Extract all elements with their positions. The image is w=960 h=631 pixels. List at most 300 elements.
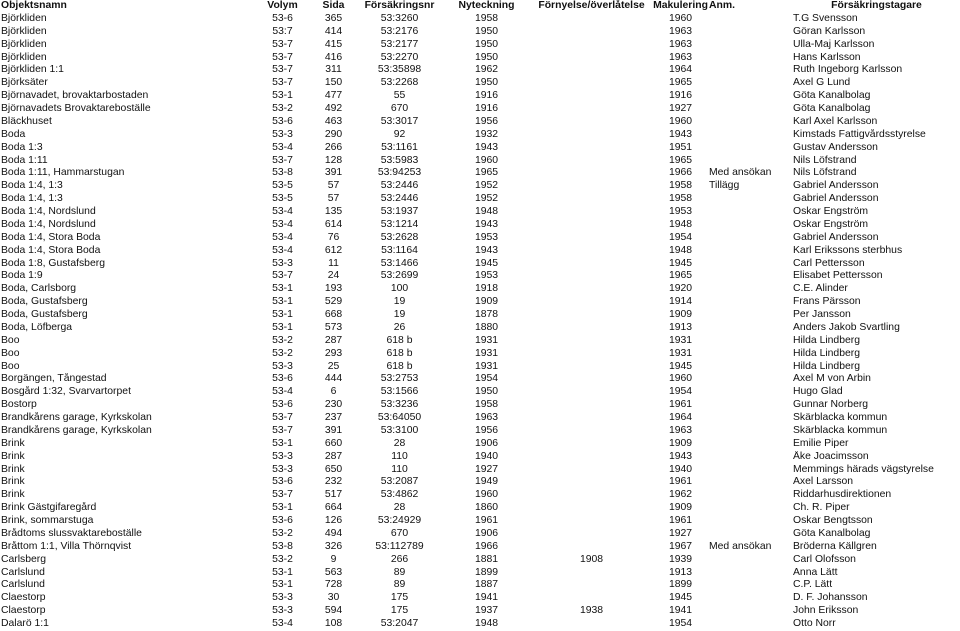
cell-forsakringstagare: Memmings härads vägstyrelse xyxy=(793,463,934,475)
cell-anm xyxy=(708,386,792,399)
cell-forsakringstagare: Göta Kanalbolag xyxy=(793,103,871,114)
cell-makulering: 1961 xyxy=(668,399,693,411)
cell-sida: 290 xyxy=(324,128,343,140)
col-header-objektsnamn: Objektsnamn xyxy=(1,0,67,11)
cell-forsakringsnr: 53:112789 xyxy=(375,540,424,552)
cell-fornyelse xyxy=(530,309,652,322)
cell-forsakringstagare: Elisabet Pettersson xyxy=(793,270,883,282)
cell-volym: 53-5 xyxy=(272,180,293,192)
cell-nyteckning: 1945 xyxy=(474,257,499,269)
cell-nyteckning: 1931 xyxy=(474,347,499,359)
cell-anm: Tillägg xyxy=(709,180,740,192)
cell-forsakringsnr: 53:94253 xyxy=(377,167,422,179)
cell-objektsnamn: Boda 1:11, Hammarstugan xyxy=(1,167,125,179)
col-header-makulering: Makulering xyxy=(653,0,708,11)
cell-nyteckning: 1960 xyxy=(474,154,499,166)
cell-sida: 57 xyxy=(327,193,340,205)
cell-volym: 53-7 xyxy=(272,38,293,50)
cell-makulering: 1899 xyxy=(668,579,693,591)
cell-objektsnamn: Boda 1:4, Stora Boda xyxy=(1,244,101,256)
cell-makulering: 1940 xyxy=(668,463,693,475)
cell-makulering: 1961 xyxy=(668,515,693,526)
cell-nyteckning: 1916 xyxy=(474,90,499,102)
table-row xyxy=(0,64,960,77)
cell-sida: 463 xyxy=(324,115,343,127)
table-row xyxy=(0,90,960,103)
cell-sida: 477 xyxy=(324,90,343,102)
cell-fornyelse: 1908 xyxy=(579,553,604,565)
cell-nyteckning: 1963 xyxy=(474,412,499,423)
cell-fornyelse xyxy=(530,39,652,52)
cell-forsakringsnr: 618 b xyxy=(386,334,413,346)
cell-fornyelse xyxy=(530,26,652,39)
cell-forsakringsnr: 53:35898 xyxy=(377,64,422,76)
table-row xyxy=(0,322,960,335)
cell-objektsnamn: Boda, Gustafsberg xyxy=(1,309,88,320)
cell-anm xyxy=(708,451,792,464)
cell-anm xyxy=(708,528,792,541)
cell-nyteckning: 1953 xyxy=(474,270,499,282)
cell-makulering: 1909 xyxy=(668,309,693,320)
cell-objektsnamn: Boda 1:3 xyxy=(1,141,43,153)
cell-volym: 53:7 xyxy=(272,25,293,37)
cell-anm xyxy=(708,142,792,155)
table-row xyxy=(0,605,960,618)
cell-nyteckning: 1916 xyxy=(474,103,499,114)
table-row xyxy=(0,579,960,592)
cell-forsakringstagare: Nils Löfstrand xyxy=(793,154,857,166)
cell-sida: 108 xyxy=(324,618,343,629)
table-row xyxy=(0,502,960,515)
cell-anm: Med ansökan xyxy=(709,540,772,552)
cell-volym: 53-3 xyxy=(272,128,293,140)
table-row xyxy=(0,567,960,580)
cell-fornyelse xyxy=(530,361,652,374)
cell-objektsnamn: Brink xyxy=(1,437,25,449)
cell-fornyelse xyxy=(530,142,652,155)
cell-forsakringstagare: Oskar Engström xyxy=(793,206,869,217)
cell-sida: 660 xyxy=(324,437,343,449)
cell-objektsnamn: Bosgård 1:32, Svarvartorpet xyxy=(1,386,131,398)
cell-makulering: 1960 xyxy=(668,12,693,24)
cell-objektsnamn: Claestorp xyxy=(1,592,46,604)
table-row xyxy=(0,554,960,567)
cell-fornyelse xyxy=(530,348,652,361)
cell-makulering: 1965 xyxy=(668,77,693,89)
cell-forsakringstagare: Emilie Piper xyxy=(793,437,849,449)
cell-forsakringsnr: 53:3260 xyxy=(380,12,419,24)
cell-nyteckning: 1880 xyxy=(474,321,499,333)
cell-sida: 9 xyxy=(330,553,337,565)
cell-anm xyxy=(708,309,792,322)
cell-forsakringstagare: Anna Lätt xyxy=(793,566,838,578)
cell-fornyelse xyxy=(530,438,652,451)
cell-sida: 414 xyxy=(324,25,343,37)
cell-makulering: 1964 xyxy=(668,64,693,76)
cell-anm xyxy=(708,348,792,361)
cell-makulering: 1965 xyxy=(668,154,693,166)
cell-forsakringsnr: 175 xyxy=(390,605,409,617)
cell-sida: 232 xyxy=(324,476,343,488)
cell-objektsnamn: Boda 1:4, 1:3 xyxy=(1,193,63,205)
cell-forsakringstagare: Frans Pärsson xyxy=(793,296,861,308)
cell-makulering: 1948 xyxy=(668,244,693,256)
table-row xyxy=(0,361,960,374)
cell-makulering: 1913 xyxy=(668,321,693,333)
cell-anm: Med ansökan xyxy=(709,167,772,179)
cell-forsakringstagare: Axel Larsson xyxy=(793,476,854,488)
cell-nyteckning: 1948 xyxy=(474,206,499,217)
cell-anm xyxy=(708,399,792,412)
cell-objektsnamn: Boo xyxy=(1,347,20,359)
cell-fornyelse xyxy=(530,193,652,206)
cell-forsakringstagare: Otto Norr xyxy=(793,618,836,629)
cell-objektsnamn: Boo xyxy=(1,334,20,346)
cell-fornyelse xyxy=(530,386,652,399)
cell-anm xyxy=(708,283,792,296)
cell-forsakringstagare: Riddarhusdirektionen xyxy=(793,489,892,501)
cell-sida: 650 xyxy=(324,463,343,475)
cell-volym: 53-6 xyxy=(272,115,293,127)
cell-anm xyxy=(708,335,792,348)
cell-fornyelse xyxy=(530,618,652,631)
cell-volym: 53-4 xyxy=(272,141,293,153)
cell-volym: 53-4 xyxy=(272,386,293,398)
cell-fornyelse xyxy=(530,322,652,335)
cell-anm xyxy=(708,592,792,605)
cell-makulering: 1909 xyxy=(668,502,693,514)
cell-nyteckning: 1918 xyxy=(474,283,499,295)
cell-forsakringstagare: Hilda Lindberg xyxy=(793,334,861,346)
cell-objektsnamn: Bostorp xyxy=(1,399,37,411)
cell-nyteckning: 1906 xyxy=(474,527,499,539)
cell-objektsnamn: Brandkårens garage, Kyrkskolan xyxy=(1,412,152,423)
cell-fornyelse xyxy=(530,541,652,554)
table-row xyxy=(0,296,960,309)
cell-forsakringsnr: 53:3236 xyxy=(380,399,419,411)
cell-forsakringsnr: 89 xyxy=(393,566,406,578)
cell-sida: 494 xyxy=(324,527,343,539)
cell-anm xyxy=(708,77,792,90)
table-row xyxy=(0,348,960,361)
cell-volym: 53-1 xyxy=(272,437,293,449)
cell-anm xyxy=(708,373,792,386)
cell-sida: 11 xyxy=(328,257,339,269)
cell-forsakringstagare: Anders Jakob Svartling xyxy=(793,321,900,333)
cell-forsakringstagare: Hugo Glad xyxy=(793,386,843,398)
cell-sida: 128 xyxy=(324,154,343,166)
cell-forsakringstagare: Ulla-Maj Karlsson xyxy=(793,38,875,50)
cell-fornyelse xyxy=(530,567,652,580)
cell-forsakringsnr: 28 xyxy=(393,502,406,514)
col-header-forsakringstagare: Försäkringstagare xyxy=(831,0,922,11)
cell-volym: 53-3 xyxy=(272,450,293,462)
cell-anm xyxy=(708,193,792,206)
cell-sida: 230 xyxy=(324,399,343,411)
cell-anm xyxy=(708,206,792,219)
cell-makulering: 1927 xyxy=(668,103,693,114)
table-row xyxy=(0,438,960,451)
cell-fornyelse xyxy=(530,283,652,296)
table-row xyxy=(0,489,960,502)
cell-nyteckning: 1931 xyxy=(474,360,499,372)
cell-makulering: 1913 xyxy=(668,566,693,578)
table-row xyxy=(0,219,960,232)
cell-makulering: 1951 xyxy=(668,141,693,153)
cell-objektsnamn: Björkliden xyxy=(1,12,47,24)
table-row xyxy=(0,39,960,52)
table-row xyxy=(0,258,960,271)
cell-nyteckning: 1958 xyxy=(474,399,499,411)
cell-anm xyxy=(708,270,792,283)
cell-objektsnamn: Brandkårens garage, Kyrkskolan xyxy=(1,424,152,436)
cell-forsakringstagare: Oskar Engström xyxy=(793,218,869,230)
cell-anm xyxy=(708,155,792,168)
cell-makulering: 1927 xyxy=(668,527,693,539)
cell-volym: 53-7 xyxy=(272,154,293,166)
cell-volym: 53-7 xyxy=(272,51,293,63)
cell-makulering: 1962 xyxy=(668,489,693,501)
cell-forsakringsnr: 110 xyxy=(391,463,408,475)
cell-nyteckning: 1943 xyxy=(474,244,499,256)
cell-nyteckning: 1940 xyxy=(474,450,499,462)
cell-forsakringstagare: Axel M von Arbin xyxy=(793,373,871,385)
cell-forsakringsnr: 53:64050 xyxy=(377,412,422,423)
cell-sida: 573 xyxy=(324,321,343,333)
cell-forsakringsnr: 19 xyxy=(393,296,406,308)
cell-makulering: 1939 xyxy=(668,553,693,565)
table-row xyxy=(0,425,960,438)
cell-makulering: 1963 xyxy=(668,38,693,50)
table-row xyxy=(0,142,960,155)
cell-nyteckning: 1965 xyxy=(474,167,499,179)
cell-nyteckning: 1899 xyxy=(474,566,499,578)
cell-anm xyxy=(708,232,792,245)
cell-fornyelse xyxy=(530,52,652,65)
cell-forsakringsnr: 53:2270 xyxy=(380,51,419,63)
cell-volym: 53-1 xyxy=(272,321,293,333)
cell-sida: 563 xyxy=(324,566,343,578)
cell-makulering: 1954 xyxy=(668,386,693,398)
cell-nyteckning: 1952 xyxy=(474,180,499,192)
cell-anm xyxy=(708,129,792,142)
cell-forsakringstagare: Gabriel Andersson xyxy=(793,180,879,192)
cell-forsakringstagare: Göran Karlsson xyxy=(793,25,866,37)
cell-nyteckning: 1952 xyxy=(474,193,499,205)
cell-nyteckning: 1966 xyxy=(474,540,499,552)
cell-makulering: 1920 xyxy=(668,283,693,295)
cell-nyteckning: 1860 xyxy=(474,502,499,514)
cell-nyteckning: 1948 xyxy=(474,618,499,629)
cell-forsakringsnr: 670 xyxy=(390,103,409,114)
cell-volym: 53-3 xyxy=(272,605,293,617)
cell-makulering: 1958 xyxy=(668,180,693,192)
cell-forsakringsnr: 53:3100 xyxy=(380,424,419,436)
cell-anm xyxy=(708,13,792,26)
cell-sida: 594 xyxy=(324,605,343,617)
cell-volym: 53-1 xyxy=(272,502,293,514)
cell-sida: 287 xyxy=(324,334,343,346)
cell-anm xyxy=(708,605,792,618)
cell-forsakringsnr: 53:2047 xyxy=(380,618,419,629)
cell-makulering: 1963 xyxy=(668,25,693,37)
cell-anm xyxy=(708,296,792,309)
cell-fornyelse: 1938 xyxy=(579,605,604,617)
cell-nyteckning: 1950 xyxy=(474,77,499,89)
cell-sida: 126 xyxy=(324,515,343,526)
cell-fornyelse xyxy=(530,592,652,605)
cell-sida: 30 xyxy=(327,592,340,604)
cell-nyteckning: 1943 xyxy=(474,218,499,230)
cell-fornyelse xyxy=(530,464,652,477)
cell-fornyelse xyxy=(530,515,652,528)
cell-forsakringsnr: 53:2177 xyxy=(380,38,419,50)
cell-forsakringsnr: 53:2087 xyxy=(380,476,419,488)
col-header-sida: Sida xyxy=(322,0,345,11)
col-header-nyteckning: Nyteckning xyxy=(458,0,515,11)
cell-forsakringstagare: Kimstads Fattigvårdsstyrelse xyxy=(793,128,926,140)
cell-makulering: 1965 xyxy=(668,270,693,282)
cell-fornyelse xyxy=(530,412,652,425)
cell-nyteckning: 1932 xyxy=(474,128,499,140)
table-row xyxy=(0,193,960,206)
cell-forsakringstagare: Gabriel Andersson xyxy=(793,193,879,205)
cell-fornyelse xyxy=(530,399,652,412)
cell-nyteckning: 1961 xyxy=(474,515,499,526)
cell-objektsnamn: Björkliden xyxy=(1,51,47,63)
table-row xyxy=(0,232,960,245)
cell-sida: 135 xyxy=(324,206,343,217)
col-header-anm: Anm. xyxy=(709,0,735,11)
table-row xyxy=(0,592,960,605)
cell-makulering: 1960 xyxy=(668,373,693,385)
cell-makulering: 1958 xyxy=(668,193,693,205)
cell-anm xyxy=(708,116,792,129)
cell-anm xyxy=(708,64,792,77)
cell-sida: 6 xyxy=(330,386,337,398)
cell-forsakringstagare: Hans Karlsson xyxy=(793,51,861,63)
cell-nyteckning: 1927 xyxy=(474,463,499,475)
cell-forsakringsnr: 89 xyxy=(393,579,406,591)
cell-forsakringsnr: 53:1161 xyxy=(381,141,418,153)
cell-anm xyxy=(708,567,792,580)
cell-forsakringsnr: 110 xyxy=(391,450,408,462)
cell-volym: 53-6 xyxy=(272,373,293,385)
cell-volym: 53-1 xyxy=(272,296,293,308)
cell-forsakringsnr: 53:24929 xyxy=(377,515,422,526)
cell-volym: 53-7 xyxy=(272,270,293,282)
cell-sida: 76 xyxy=(327,231,340,243)
cell-anm xyxy=(708,258,792,271)
cell-nyteckning: 1950 xyxy=(474,51,499,63)
table-row xyxy=(0,116,960,129)
cell-volym: 53-3 xyxy=(272,257,293,269)
cell-anm xyxy=(708,322,792,335)
table-row xyxy=(0,52,960,65)
cell-volym: 53-2 xyxy=(272,553,293,565)
cell-forsakringstagare: Carl Pettersson xyxy=(793,257,865,269)
cell-fornyelse xyxy=(530,116,652,129)
cell-objektsnamn: Brink xyxy=(1,489,25,501)
cell-fornyelse xyxy=(530,64,652,77)
cell-sida: 614 xyxy=(324,218,343,230)
cell-makulering: 1966 xyxy=(668,167,693,179)
cell-objektsnamn: Boda 1:4, Stora Boda xyxy=(1,231,101,243)
cell-forsakringsnr: 53:1937 xyxy=(380,206,419,217)
cell-fornyelse xyxy=(530,167,652,180)
cell-sida: 517 xyxy=(324,489,343,501)
cell-objektsnamn: Boda 1:11 xyxy=(1,154,48,166)
cell-makulering: 1953 xyxy=(668,206,693,217)
cell-fornyelse xyxy=(530,77,652,90)
cell-nyteckning: 1956 xyxy=(474,115,499,127)
table-row xyxy=(0,167,960,180)
cell-nyteckning: 1931 xyxy=(474,334,499,346)
cell-nyteckning: 1954 xyxy=(474,373,499,385)
cell-forsakringsnr: 92 xyxy=(393,128,406,140)
cell-makulering: 1967 xyxy=(668,540,693,552)
table-row xyxy=(0,476,960,489)
cell-forsakringstagare: C.P. Lätt xyxy=(793,579,833,591)
cell-makulering: 1943 xyxy=(668,450,693,462)
cell-forsakringsnr: 175 xyxy=(390,592,409,604)
cell-objektsnamn: Brink, sommarstuga xyxy=(1,515,94,526)
cell-fornyelse xyxy=(530,13,652,26)
cell-volym: 53-4 xyxy=(272,244,293,256)
cell-sida: 365 xyxy=(324,12,343,24)
cell-sida: 193 xyxy=(324,283,343,295)
cell-volym: 53-7 xyxy=(272,412,293,423)
cell-forsakringsnr: 266 xyxy=(390,553,409,565)
cell-volym: 53-4 xyxy=(272,231,293,243)
cell-sida: 415 xyxy=(324,38,343,50)
table-row xyxy=(0,399,960,412)
cell-sida: 668 xyxy=(324,309,343,320)
cell-sida: 57 xyxy=(327,180,340,192)
cell-nyteckning: 1960 xyxy=(474,489,499,501)
cell-fornyelse xyxy=(530,206,652,219)
cell-nyteckning: 1881 xyxy=(474,553,499,565)
cell-nyteckning: 1943 xyxy=(474,141,499,153)
cell-volym: 53-7 xyxy=(272,424,293,436)
cell-objektsnamn: Bläckhuset xyxy=(1,115,52,127)
cell-objektsnamn: Boda xyxy=(1,128,26,140)
cell-forsakringsnr: 53:3017 xyxy=(380,115,419,127)
cell-forsakringsnr: 53:1566 xyxy=(380,386,419,398)
cell-forsakringstagare: Carl Olofsson xyxy=(793,553,856,565)
cell-makulering: 1931 xyxy=(668,347,693,359)
cell-anm xyxy=(708,52,792,65)
cell-forsakringstagare: Skärblacka kommun xyxy=(793,412,888,423)
cell-forsakringstagare: Åke Joacimsson xyxy=(793,450,869,462)
cell-forsakringstagare: Hilda Lindberg xyxy=(793,360,861,372)
cell-forsakringsnr: 53:4862 xyxy=(380,489,419,501)
cell-forsakringsnr: 53:2753 xyxy=(380,373,419,385)
cell-objektsnamn: Björksäter xyxy=(1,77,48,89)
table-row xyxy=(0,309,960,322)
cell-nyteckning: 1909 xyxy=(474,296,499,308)
cell-forsakringstagare: T.G Svensson xyxy=(793,12,858,24)
cell-volym: 53-3 xyxy=(272,463,293,475)
col-header-fornyelse: Förnyelse/överlåtelse xyxy=(538,0,645,11)
table-row xyxy=(0,77,960,90)
cell-sida: 25 xyxy=(327,360,340,372)
cell-objektsnamn: Carlslund xyxy=(1,579,45,591)
cell-anm xyxy=(708,26,792,39)
cell-makulering: 1964 xyxy=(668,412,693,423)
cell-volym: 53-2 xyxy=(272,103,293,114)
cell-forsakringstagare: Göta Kanalbolag xyxy=(793,527,871,539)
